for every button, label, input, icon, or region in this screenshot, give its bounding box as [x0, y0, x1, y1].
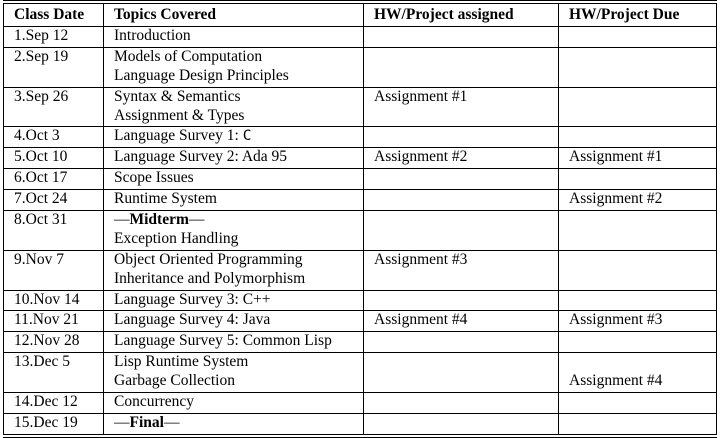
hw-assigned-cell: [364, 332, 559, 353]
cell-line: [14, 67, 99, 86]
hw-assigned-cell: [364, 47, 559, 87]
class-date-cell: [4, 87, 104, 127]
class-date-cell: [4, 413, 104, 435]
hw-assigned-cell: [364, 353, 559, 393]
cell-line: [114, 48, 359, 67]
cell-line: [114, 372, 359, 391]
cell-line: [14, 88, 99, 107]
table-row: [4, 148, 717, 169]
cell-line: [569, 230, 712, 249]
cell-line: [114, 27, 359, 46]
text-segment: 1.Sep 12: [14, 27, 69, 44]
text-segment: 2.Sep 19: [14, 47, 69, 65]
text-segment: Scope Issues: [114, 169, 194, 187]
text-segment: Models of Computation: [114, 47, 263, 65]
topics-covered-cell: [104, 393, 364, 414]
cell-line: [374, 88, 554, 107]
cell-line: [114, 169, 359, 188]
text-segment: Garbage Collection: [114, 372, 235, 390]
cell-line: [374, 372, 554, 391]
text-segment: 11.Nov 21: [14, 311, 79, 329]
column-header-hw-due: HW/Project Due: [559, 2, 717, 27]
class-date-cell: [4, 47, 104, 87]
column-header-hw-assigned: HW/Project assigned: [364, 2, 559, 27]
hw-assigned-cell: [364, 148, 559, 169]
table-row: [4, 127, 717, 148]
cell-line: [14, 48, 99, 67]
cell-line: [14, 107, 99, 126]
cell-line: [114, 353, 359, 372]
text-segment: —: [114, 413, 130, 431]
hw-due-cell: [559, 169, 717, 190]
text-segment: Assignment #3: [569, 311, 663, 329]
text-segment: Inheritance and Polymorphism: [114, 269, 306, 287]
column-header-topics-covered: Topics Covered: [104, 2, 364, 27]
table-row: [4, 290, 717, 311]
cell-line: [114, 291, 359, 310]
cell-line: [114, 127, 359, 146]
hw-due-cell: [559, 211, 717, 251]
cell-line: [114, 393, 359, 412]
text-segment: Object Oriented Programming: [114, 250, 303, 268]
header-row: [4, 2, 717, 27]
text-segment: Runtime System: [114, 190, 217, 208]
topics-covered-cell: [104, 211, 364, 251]
text-segment: Language Design Principles: [114, 66, 289, 84]
topics-covered-cell: [104, 87, 364, 127]
text-segment: Assignment #4: [374, 311, 468, 329]
hw-due-cell: [559, 47, 717, 87]
cell-line: [14, 27, 99, 46]
hw-assigned-cell: [364, 169, 559, 190]
cell-line: [374, 353, 554, 372]
cell-line: [569, 148, 712, 167]
hw-assigned-cell: [364, 211, 559, 251]
class-date-cell: [4, 290, 104, 311]
cell-line: [114, 148, 359, 167]
cell-line: [374, 311, 554, 330]
cell-line: [374, 148, 554, 167]
text-segment: Concurrency: [114, 393, 195, 411]
topics-covered-cell: [104, 290, 364, 311]
topics-covered-cell: [104, 169, 364, 190]
topics-covered-cell: [104, 250, 364, 290]
class-date-cell: [4, 332, 104, 353]
text-segment: —: [114, 211, 130, 229]
cell-line: [14, 270, 99, 289]
cell-line: [14, 148, 99, 167]
topics-covered-cell: [104, 148, 364, 169]
class-date-cell: [4, 311, 104, 332]
cell-line: [569, 332, 712, 351]
cell-line: [569, 393, 712, 412]
cell-line: [569, 190, 712, 209]
cell-line: [14, 291, 99, 310]
cell-line: [14, 169, 99, 188]
class-date-cell: [4, 353, 104, 393]
class-date-cell: [4, 127, 104, 148]
text-segment: Assignment #1: [569, 148, 663, 166]
hw-assigned-cell: [364, 250, 559, 290]
cell-line: [374, 107, 554, 126]
schedule-table: [3, 0, 717, 438]
text-segment: Exception Handling: [114, 229, 239, 247]
text-segment: Assignment #3: [374, 250, 468, 268]
hw-assigned-cell: [364, 27, 559, 48]
cell-line: [114, 230, 359, 249]
text-segment: —: [163, 413, 180, 431]
text-segment: 8.Oct 31: [14, 211, 68, 229]
class-date-cell: [4, 211, 104, 251]
text-segment: 3.Sep 26: [14, 87, 69, 105]
hw-assigned-cell: [364, 127, 559, 148]
text-segment: Language Survey 1:: [114, 127, 243, 145]
class-date-cell: [4, 190, 104, 211]
cell-line: [569, 270, 712, 289]
cell-line: [114, 251, 359, 270]
text-segment: Language Survey 3: C++: [114, 290, 271, 308]
cell-line: [14, 190, 99, 209]
cell-line: [114, 332, 359, 351]
cell-line: [374, 127, 554, 146]
text-segment: Assignment #4: [569, 372, 663, 390]
hw-assigned-cell: [364, 413, 559, 435]
table-row: [4, 332, 717, 353]
cell-line: [569, 107, 712, 126]
class-date-cell: [4, 250, 104, 290]
cell-line: [14, 251, 99, 270]
cell-line: [14, 127, 99, 146]
text-segment: —: [188, 211, 205, 229]
text-segment: 15.Dec 19: [14, 413, 78, 431]
hw-due-cell: [559, 353, 717, 393]
cell-line: [569, 88, 712, 107]
cell-line: [569, 291, 712, 310]
topics-covered-cell: [104, 353, 364, 393]
class-date-cell: [4, 148, 104, 169]
hw-due-cell: [559, 413, 717, 435]
class-date-cell: [4, 393, 104, 414]
cell-line: [569, 169, 712, 188]
text-segment: Final: [129, 413, 164, 431]
cell-line: [569, 48, 712, 67]
topics-covered-cell: [104, 332, 364, 353]
table-row: [4, 169, 717, 190]
cell-line: [374, 414, 554, 433]
table-row: [4, 393, 717, 414]
cell-line: [14, 332, 99, 351]
text-segment: Introduction: [114, 27, 191, 44]
topics-covered-cell: [104, 27, 364, 48]
hw-assigned-cell: [364, 393, 559, 414]
text-segment: 14.Dec 12: [14, 393, 78, 411]
schedule-table-body: [4, 27, 717, 436]
cell-line: [569, 372, 712, 391]
cell-line: [114, 414, 359, 433]
text-segment: Assignment #2: [374, 148, 468, 166]
text-segment: 13.Dec 5: [14, 353, 70, 371]
cell-line: [114, 211, 359, 230]
cell-line: [374, 169, 554, 188]
cell-line: [14, 230, 99, 249]
text-segment: 10.Nov 14: [14, 290, 80, 308]
cell-line: [374, 211, 554, 230]
topics-covered-cell: [104, 311, 364, 332]
topics-covered-cell: [104, 127, 364, 148]
cell-line: [374, 332, 554, 351]
class-date-cell: [4, 169, 104, 190]
hw-due-cell: [559, 148, 717, 169]
cell-line: [569, 251, 712, 270]
text-segment: Language Survey 4: Java: [114, 311, 271, 329]
text-segment: Syntax & Semantics: [114, 87, 241, 105]
cell-line: [569, 311, 712, 330]
cell-line: [569, 27, 712, 46]
text-segment: 4.Oct 3: [14, 127, 60, 145]
cell-line: [114, 190, 359, 209]
text-segment: 5.Oct 10: [14, 148, 68, 166]
cell-line: [114, 88, 359, 107]
hw-due-cell: [559, 250, 717, 290]
text-segment: Assignment #2: [569, 190, 663, 208]
text-segment: 12.Nov 28: [14, 332, 80, 350]
cell-line: [569, 127, 712, 146]
cell-line: [114, 67, 359, 86]
cell-line: [374, 230, 554, 249]
hw-due-cell: [559, 393, 717, 414]
text-segment: 6.Oct 17: [14, 169, 68, 187]
cell-line: [14, 372, 99, 391]
cell-line: [114, 107, 359, 126]
text-segment: 7.Oct 24: [14, 190, 68, 208]
text-segment: Assignment & Types: [114, 106, 245, 124]
hw-assigned-cell: [364, 311, 559, 332]
cell-line: [114, 270, 359, 289]
hw-assigned-cell: [364, 290, 559, 311]
text-segment: Midterm: [129, 211, 189, 229]
hw-due-cell: [559, 127, 717, 148]
hw-assigned-cell: [364, 87, 559, 127]
column-header-class-date: Class Date: [4, 2, 104, 27]
text-segment: 9.Nov 7: [14, 250, 64, 268]
table-row: [4, 47, 717, 87]
table-row: [4, 190, 717, 211]
table-row: [4, 311, 717, 332]
cell-line: [114, 311, 359, 330]
cell-line: [14, 311, 99, 330]
table-row: [4, 413, 717, 435]
text-segment: Language Survey 2: Ada 95: [114, 148, 288, 166]
table-row: [4, 211, 717, 251]
hw-due-cell: [559, 190, 717, 211]
hw-due-cell: [559, 27, 717, 48]
table-row: [4, 87, 717, 127]
topics-covered-cell: [104, 413, 364, 435]
cell-line: [14, 414, 99, 433]
text-segment: Assignment #1: [374, 87, 468, 105]
cell-line: [374, 270, 554, 289]
hw-due-cell: [559, 87, 717, 127]
text-segment: C: [242, 128, 252, 145]
hw-due-cell: [559, 311, 717, 332]
text-segment: Language Survey 5: Common Lisp: [114, 332, 332, 350]
cell-line: [14, 393, 99, 412]
cell-line: [569, 67, 712, 86]
text-segment: Lisp Runtime System: [114, 353, 249, 371]
hw-due-cell: [559, 332, 717, 353]
cell-line: [374, 190, 554, 209]
hw-assigned-cell: [364, 190, 559, 211]
cell-line: [569, 211, 712, 230]
class-date-cell: [4, 27, 104, 48]
cell-line: [569, 353, 712, 372]
cell-line: [374, 393, 554, 412]
cell-line: [374, 251, 554, 270]
cell-line: [14, 353, 99, 372]
cell-line: [569, 414, 712, 433]
cell-line: [374, 48, 554, 67]
table-row: [4, 250, 717, 290]
topics-covered-cell: [104, 47, 364, 87]
table-row: [4, 353, 717, 393]
cell-line: [374, 67, 554, 86]
topics-covered-cell: [104, 190, 364, 211]
table-row: [4, 27, 717, 48]
hw-due-cell: [559, 290, 717, 311]
cell-line: [14, 211, 99, 230]
cell-line: [374, 27, 554, 46]
cell-line: [374, 291, 554, 310]
